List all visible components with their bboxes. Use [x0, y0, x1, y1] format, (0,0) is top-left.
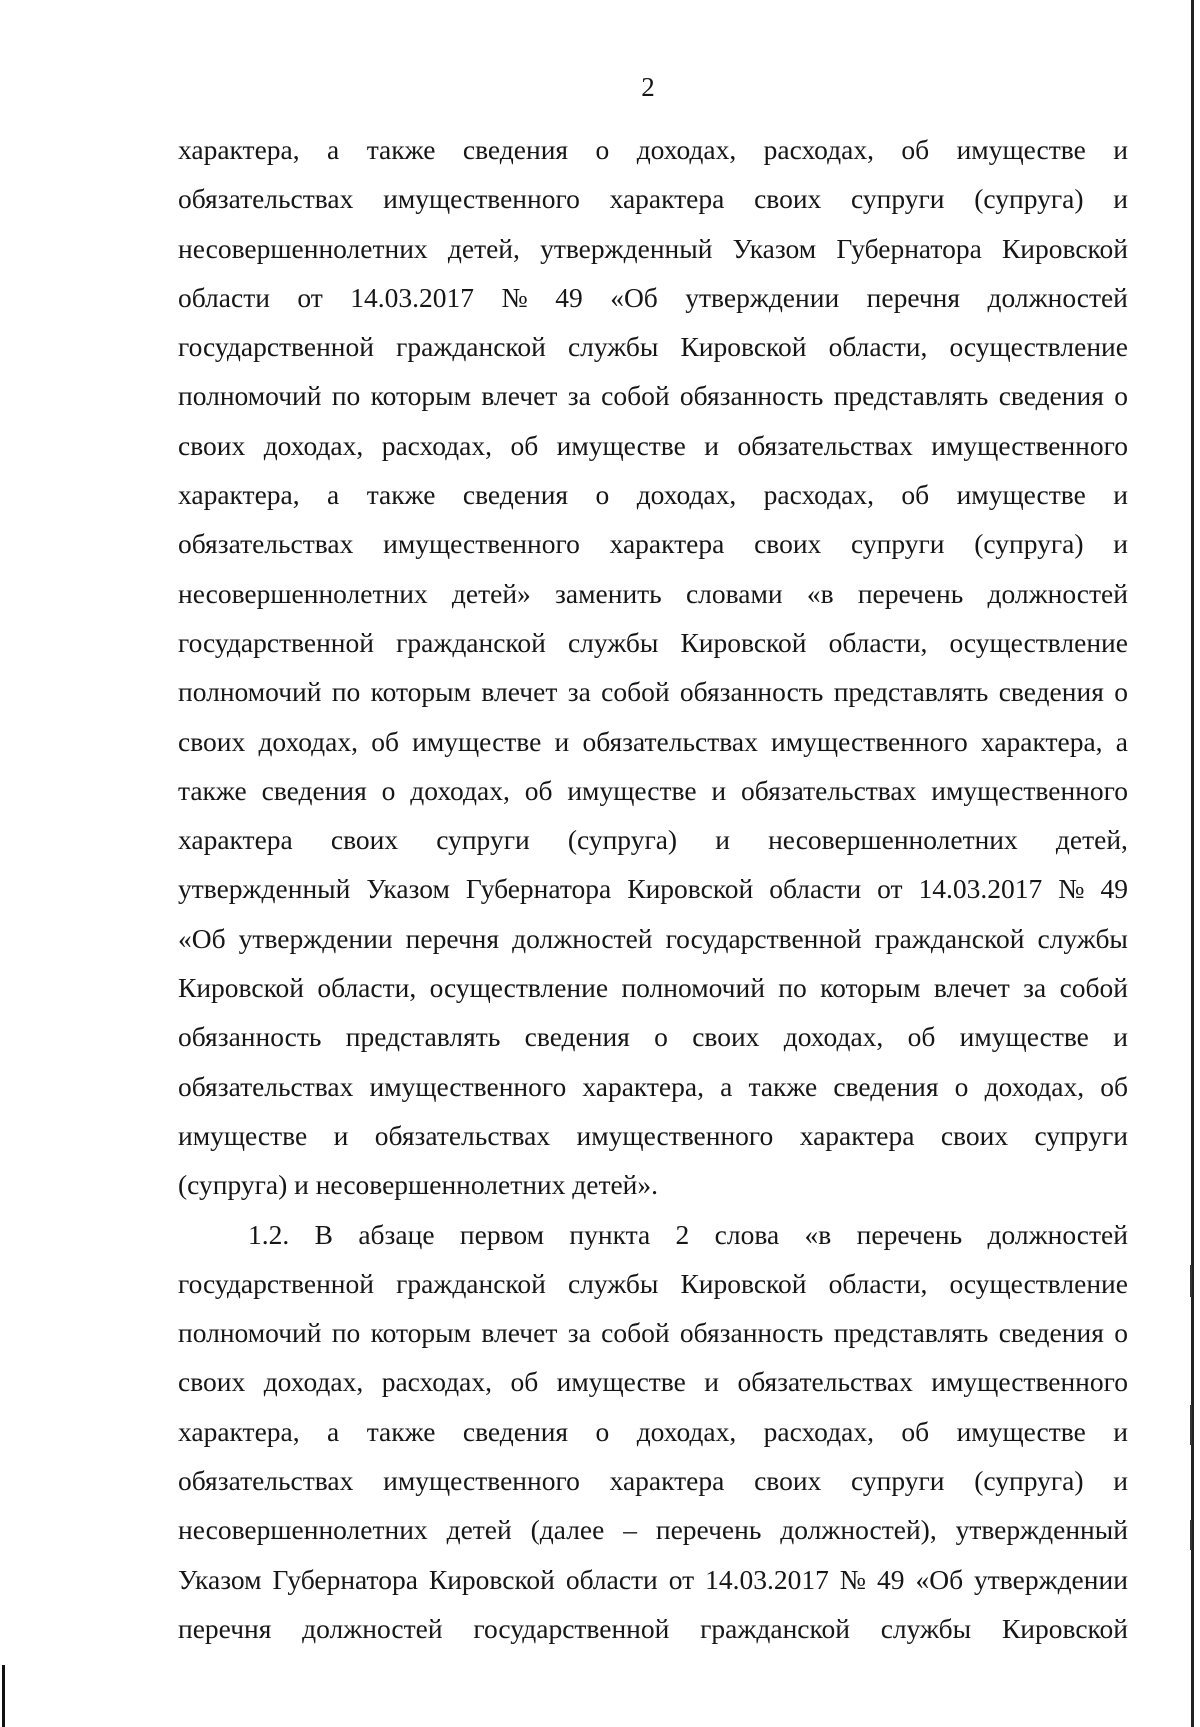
scan-artifact — [1190, 1405, 1192, 1445]
text-line: обязательствах имущественного характера своих супруги (супруга) и — [178, 1465, 1128, 1497]
text-line: (супруга) и несовершеннолетних детей». — [178, 1169, 659, 1201]
text-line: перечня должностей государственной гражданской службы Кировской — [178, 1612, 1128, 1644]
text-line: характера, а также сведения о доходах, расходах, об имуществе и — [178, 479, 1128, 511]
text-line: обязательствах имущественного характера, а также сведения о доходах, об — [178, 1070, 1128, 1102]
text-line: характера, а также сведения о доходах, расходах, об имуществе и — [178, 134, 1128, 165]
scan-artifact — [1190, 1520, 1192, 1550]
text-line: Указом Губернатора Кировской области от 14.03.2017 № 49 «Об утверждении — [178, 1563, 1128, 1595]
text-line: Кировской области, осуществление полномочий по которым влечет за собой — [178, 972, 1128, 1004]
text-line: несовершеннолетних детей» заменить словами «в перечень должностей — [178, 577, 1128, 609]
text-line: полномочий по которым влечет за собой обязанность представлять сведения о — [178, 1317, 1128, 1349]
text-line: обязательствах имущественного характера своих супруги (супруга) и — [178, 528, 1128, 560]
scan-artifact — [2, 1665, 5, 1727]
paragraph-start-line: 1.2. В абзаце первом пункта 2 слова «в перечень должностей — [248, 1218, 1128, 1250]
text-line: утвержденный Указом Губернатора Кировской области от 14.03.2017 № 49 — [178, 873, 1128, 905]
text-line: имуществе и обязательствах имущественного характера своих супруги — [178, 1119, 1128, 1151]
text-line: характера, а также сведения о доходах, расходах, об имуществе и — [178, 1415, 1128, 1447]
document-body — [178, 125, 1128, 1653]
text-line: полномочий по которым влечет за собой обязанность представлять сведения о — [178, 380, 1128, 412]
text-line: характера своих супруги (супруга) и несовершеннолетних детей, — [178, 824, 1128, 856]
text-line: несовершеннолетних детей (далее – перечень должностей), утвержденный — [178, 1514, 1128, 1546]
text-line: своих доходах, об имуществе и обязательствах имущественного характера, а — [178, 725, 1128, 757]
text-line: полномочий по которым влечет за собой обязанность представлять сведения о — [178, 676, 1128, 708]
scan-edge-line — [1191, 0, 1194, 1727]
text-line: несовершеннолетних детей, утвержденный Указом Губернатора Кировской — [178, 232, 1128, 264]
text-line: государственной гражданской службы Кировской области, осуществление — [178, 331, 1128, 363]
text-line: государственной гражданской службы Кировской области, осуществление — [178, 626, 1128, 658]
text-line: обязанность представлять сведения о своих доходах, об имуществе и — [178, 1021, 1128, 1053]
text-line: своих доходах, расходах, об имуществе и обязательствах имущественного — [178, 429, 1128, 461]
text-line: области от 14.03.2017 № 49 «Об утверждении перечня должностей — [178, 281, 1128, 313]
text-line: обязательствах имущественного характера своих супруги (супруга) и — [178, 183, 1128, 215]
scan-artifact — [1190, 1265, 1192, 1297]
text-line: также сведения о доходах, об имуществе и обязательствах имущественного — [178, 774, 1128, 806]
text-line: «Об утверждении перечня должностей государственной гражданской службы — [178, 922, 1128, 954]
text-line: своих доходах, расходах, об имуществе и обязательствах имущественного — [178, 1366, 1128, 1398]
page-number: 2 — [641, 72, 655, 102]
text-line: государственной гражданской службы Кировской области, осуществление — [178, 1267, 1128, 1299]
